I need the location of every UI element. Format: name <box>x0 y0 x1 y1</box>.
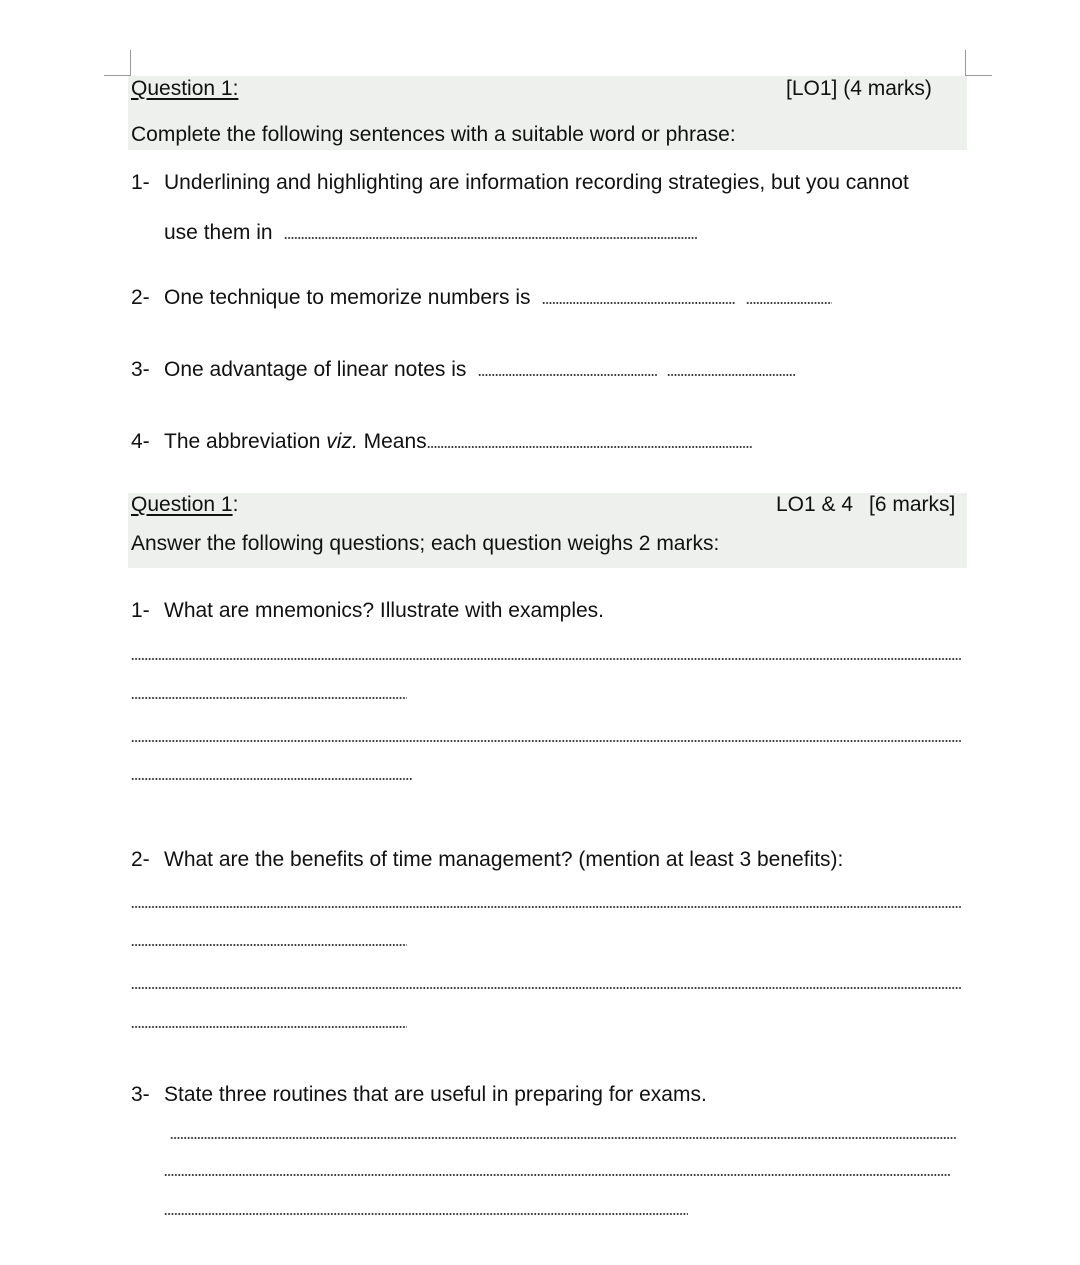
q2-item2-answer-line-4[interactable] <box>131 1026 407 1028</box>
question2-marks: [6 marks] <box>869 493 956 516</box>
q1-item2-answer-blank-a[interactable] <box>542 302 736 304</box>
q2-item3-text: State three routines that are useful in preparing for exams. <box>164 1083 707 1106</box>
q1-item2-text: One technique to memorize numbers is <box>164 286 531 309</box>
q1-item1-number: 1- <box>131 171 150 194</box>
q1-item2-line <box>164 285 832 311</box>
q2-item2-text: What are the benefits of time management? (mention at least 3 benefits): <box>164 848 844 871</box>
crop-mark-top-right-vertical <box>965 50 966 76</box>
crop-mark-top-left-vertical <box>130 50 131 76</box>
q2-item2-number: 2- <box>131 848 150 871</box>
question2-instruction: Answer the following questions; each question weighs 2 marks: <box>131 532 720 555</box>
question2-lo: LO1 & 4 <box>776 493 854 516</box>
q2-item3-answer-line-1[interactable] <box>170 1137 956 1139</box>
q1-item2-answer-blank-b[interactable] <box>746 302 832 304</box>
q1-item1-text: Underlining and highlighting are information recording strategies, but you cannot <box>164 171 909 194</box>
q1-item3-text: One advantage of linear notes is <box>164 358 467 381</box>
q1-item1-text-continued <box>164 220 697 246</box>
q1-item3-answer-blank-b[interactable] <box>667 374 795 376</box>
question1-lo-marks: [LO1] (4 marks) <box>786 77 932 100</box>
q1-item4-answer-blank[interactable] <box>427 446 753 448</box>
question1-title: Question 1: <box>131 77 239 100</box>
q1-item3-number: 3- <box>131 358 150 381</box>
q2-item1-text: What are mnemonics? Illustrate with examples. <box>164 599 605 622</box>
question2-title-colon: : <box>232 493 239 516</box>
q2-item3-number: 3- <box>131 1083 150 1106</box>
q1-item4-italic-term: viz. <box>326 430 358 453</box>
q1-item3-line <box>164 357 795 383</box>
q1-item2-number: 2- <box>131 286 150 309</box>
q1-item1-answer-blank[interactable] <box>284 237 697 239</box>
q1-item4-number: 4- <box>131 430 150 453</box>
question2-title <box>131 492 238 518</box>
q2-item1-number: 1- <box>131 599 150 622</box>
q1-item4-line <box>164 429 753 455</box>
q2-item3-answer-line-3[interactable] <box>164 1213 688 1215</box>
q2-item2-answer-line-1[interactable] <box>131 906 961 908</box>
q1-item4-text-before: The abbreviation <box>164 430 327 453</box>
q2-item2-answer-line-3[interactable] <box>131 987 961 989</box>
q1-item4-text-after: Means <box>357 430 427 453</box>
crop-mark-top-right-horizontal <box>965 75 992 76</box>
q2-item3-answer-line-2[interactable] <box>164 1174 950 1176</box>
q2-item1-answer-line-2[interactable] <box>131 697 407 699</box>
crop-mark-top-left-horizontal <box>104 75 131 76</box>
question2-title-text: Question 1 <box>131 493 233 516</box>
q1-item3-answer-blank-a[interactable] <box>478 374 657 376</box>
q2-item1-answer-line-3[interactable] <box>131 740 961 742</box>
q2-item2-answer-line-2[interactable] <box>131 944 407 946</box>
question1-instruction: Complete the following sentences with a suitable word or phrase: <box>131 123 736 146</box>
q2-item1-answer-line-4[interactable] <box>131 778 412 780</box>
q2-item1-answer-line-1[interactable] <box>131 658 961 660</box>
q1-item1-cont-text: use them in <box>164 221 273 244</box>
